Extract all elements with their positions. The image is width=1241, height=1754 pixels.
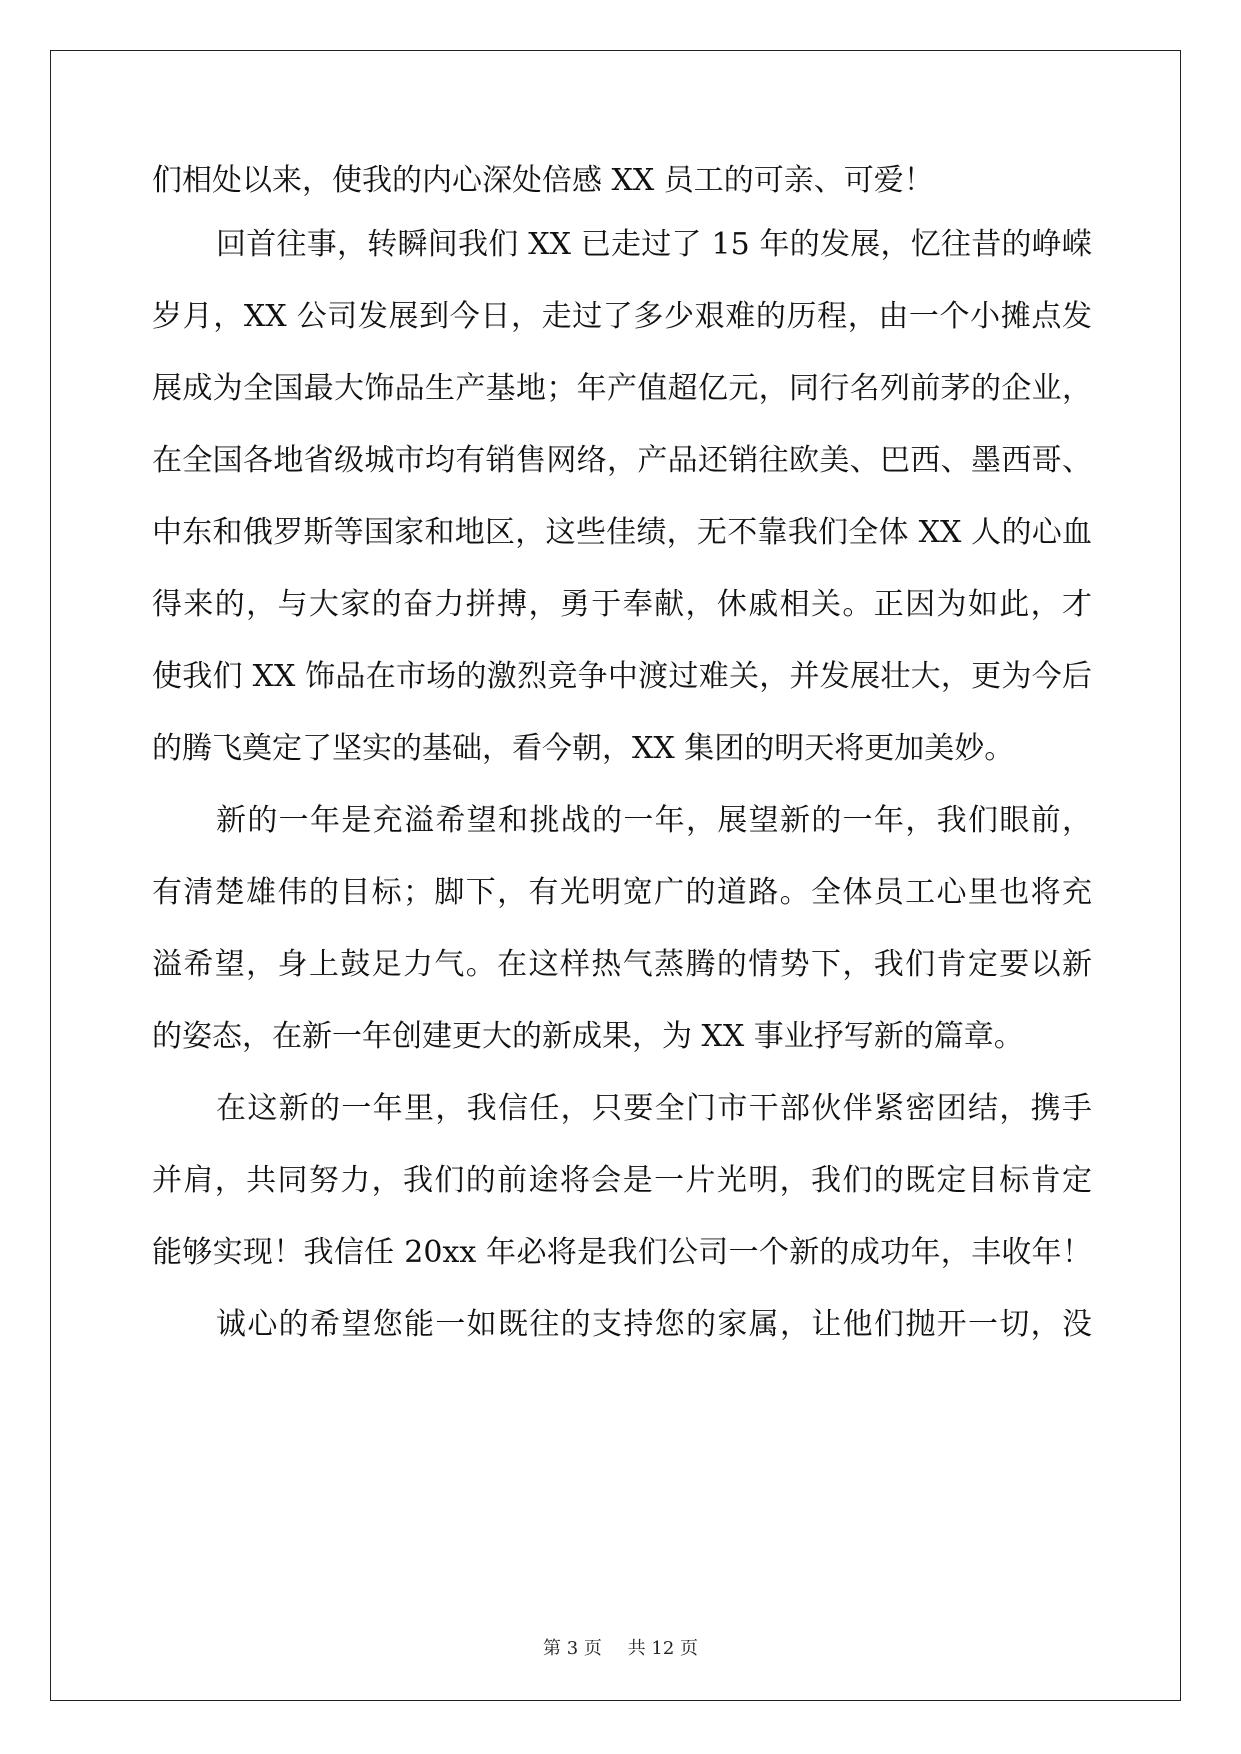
text-line: 展成为全国最大饰品生产基地；年产值超亿元，同行名列前茅的企业， [152,371,1092,406]
text-line: 得来的，与大家的奋力拼搏，勇于奉献，休戚相关。正因为如此，才 [152,587,1092,622]
text-line: 诚心的希望您能一如既往的支持您的家属，让他们抛开一切，没 [216,1307,1092,1342]
text-line: 并肩，共同努力，我们的前途将会是一片光明，我们的既定目标肯定 [152,1163,1092,1198]
text-line: 回首往事，转瞬间我们 XX 已走过了 15 年的发展，忆往昔的峥嵘 [216,227,1092,262]
text-line: 使我们 XX 饰品在市场的激烈竞争中渡过难关，并发展壮大，更为今后 [152,659,1092,694]
text-line: 能够实现！我信任 20xx 年必将是我们公司一个新的成功年，丰收年！ [152,1235,1092,1270]
text-line: 在全国各地省级城市均有销售网络，产品还销往欧美、巴西、墨西哥、 [152,443,1092,478]
text-line: 岁月，XX 公司发展到今日，走过了多少艰难的历程，由一个小摊点发 [152,299,1092,334]
text-line: 的腾飞奠定了坚实的基础，看今朝，XX 集团的明天将更加美妙。 [152,731,1015,766]
text-line: 中东和俄罗斯等国家和地区，这些佳绩，无不靠我们全体 XX 人的心血 [152,515,1092,550]
text-line: 有清楚雄伟的目标；脚下，有光明宽广的道路。全体员工心里也将充 [152,875,1092,910]
page-number-current: 第 3 页 [543,1638,602,1659]
page-footer [0,1634,1241,1660]
page-number-total: 共 12 页 [627,1638,698,1659]
text-line: 新的一年是充溢希望和挑战的一年，展望新的一年，我们眼前， [216,803,1092,838]
text-line: 在这新的一年里，我信任，只要全门市干部伙伴紧密团结，携手 [216,1091,1092,1126]
text-line: 们相处以来，使我的内心深处倍感 XX 员工的可亲、可爱！ [152,163,934,198]
text-line: 的姿态，在新一年创建更大的新成果，为 XX 事业抒写新的篇章。 [152,1019,1024,1054]
text-line: 溢希望，身上鼓足力气。在这样热气蒸腾的情势下，我们肯定要以新 [152,947,1092,982]
